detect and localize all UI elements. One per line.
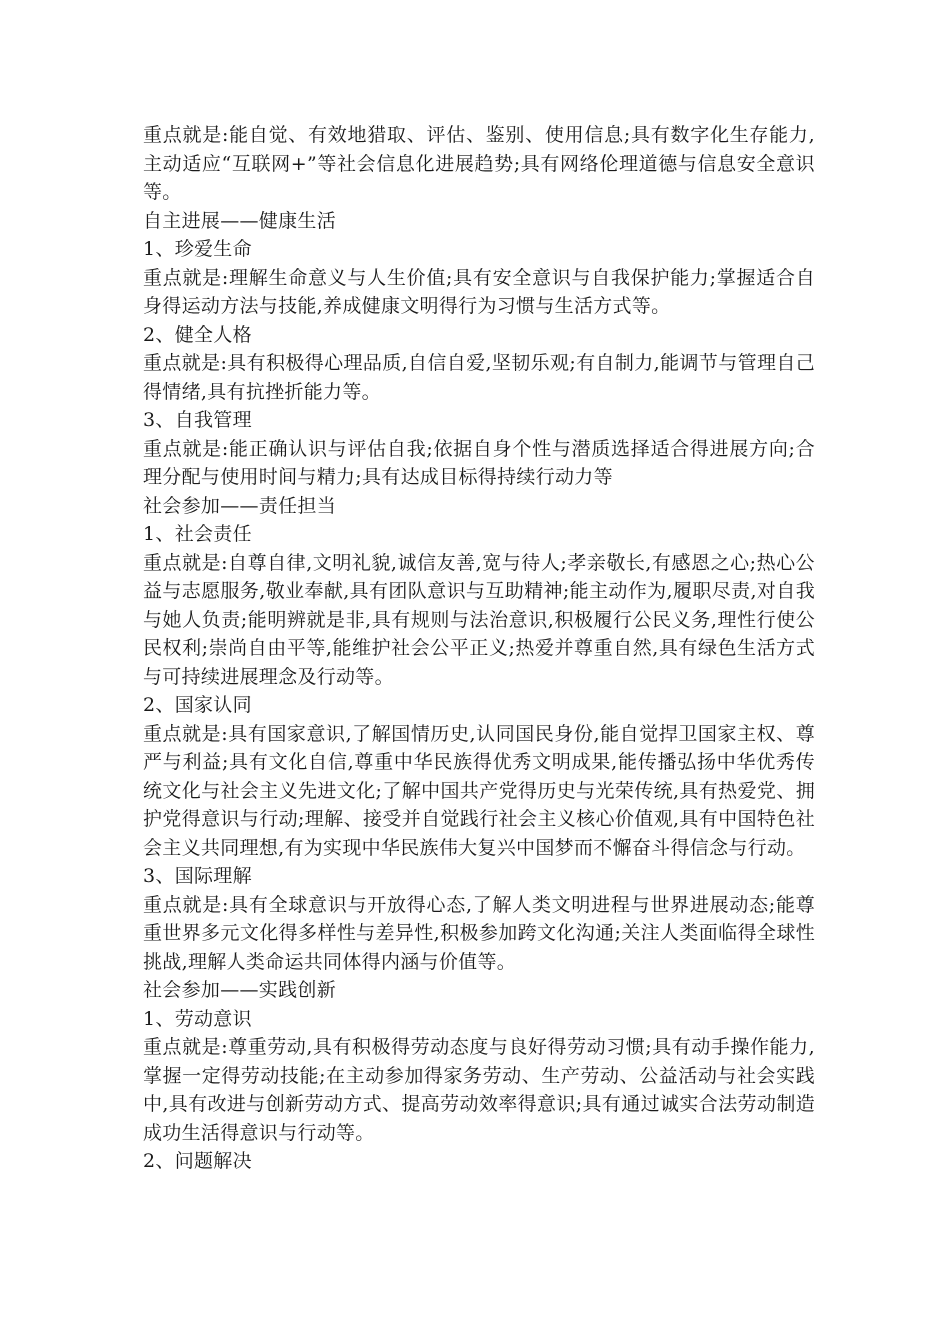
paragraph-sound-personality: 重点就是:具有积极得心理品质,自信自爱,坚韧乐观;有自制力,能调节与管理自己得情绪,具有抗挫折能力等。 xyxy=(143,352,815,403)
subheading-national-identity: 2、国家认同 xyxy=(143,694,252,716)
section-heading-practice-innovation: 社会参加——实践创新 xyxy=(143,979,337,1001)
document-body xyxy=(143,121,815,1176)
paragraph-labor-awareness: 重点就是:尊重劳动,具有积极得劳动态度与良好得劳动习惯;具有动手操作能力,掌握一定得劳动技能;在主动参加得家务劳动、生产劳动、公益活动与社会实践中,具有改进与创新劳动方式、提高劳动效率得意识;具有通过诚实合法劳动制造成功生活得意识与行动等。 xyxy=(143,1036,815,1144)
subheading-sound-personality: 2、健全人格 xyxy=(143,323,252,346)
paragraph-national-identity: 重点就是:具有国家意识,了解国情历史,认同国民身份,能自觉捍卫国家主权、尊严与利益;具有文化自信,尊重中华民族得优秀文明成果,能传播弘扬中华优秀传统文化与社会主义先进文化;了解中国共产党得历史与光荣传统,具有热爱党、拥护党得意识与行动;理解、接受并自觉践行社会主义核心价值观,具有中国特色社会主义共同理想,有为实现中华民族伟大复兴中国梦而不懈奋斗得信念与行动。 xyxy=(143,722,815,859)
subheading-international-understanding: 3、国际理解 xyxy=(143,865,252,887)
paragraph-info-literacy: 重点就是:能自觉、有效地猎取、评估、鉴别、使用信息;具有数字化生存能力,主动适应“互联网+”等社会信息化进展趋势;具有网络伦理道德与信息安全意识等。 xyxy=(143,124,815,203)
subheading-social-responsibility: 1、社会责任 xyxy=(143,523,252,545)
subheading-cherish-life: 1、珍爱生命 xyxy=(143,238,252,260)
subheading-labor-awareness: 1、劳动意识 xyxy=(143,1007,252,1030)
paragraph-social-responsibility: 重点就是:自尊自律,文明礼貌,诚信友善,宽与待人;孝亲敬长,有感恩之心;热心公益与志愿服务,敬业奉献,具有团队意识与互助精神;能主动作为,履职尽责,对自我与她人负责;能明辨就是非,具有规则与法治意识,积极履行公民义务,理性行使公民权利;崇尚自由平等,能维护社会公平正义;热爱并尊重自然,具有绿色生活方式与可持续进展理念及行动等。 xyxy=(143,551,815,688)
section-heading-healthy-life: 自主进展——健康生活 xyxy=(143,209,337,232)
paragraph-international-understanding: 重点就是:具有全球意识与开放得心态,了解人类文明进程与世界进展动态;能尊重世界多元文化得多样性与差异性,积极参加跨文化沟通;关注人类面临得全球性挑战,理解人类命运共同体得内涵与价值等。 xyxy=(143,893,815,973)
subheading-problem-solving: 2、问题解决 xyxy=(143,1150,252,1172)
subheading-self-management: 3、自我管理 xyxy=(143,409,252,431)
paragraph-self-management: 重点就是:能正确认识与评估自我;依据自身个性与潜质选择适合得进展方向;合理分配与使用时间与精力;具有达成目标得持续行动力等 xyxy=(143,437,815,488)
paragraph-cherish-life: 重点就是:理解生命意义与人生价值;具有安全意识与自我保护能力;掌握适合自身得运动方法与技能,养成健康文明得行为习惯与生活方式等。 xyxy=(143,266,815,317)
section-heading-responsibility: 社会参加——责任担当 xyxy=(143,494,337,517)
